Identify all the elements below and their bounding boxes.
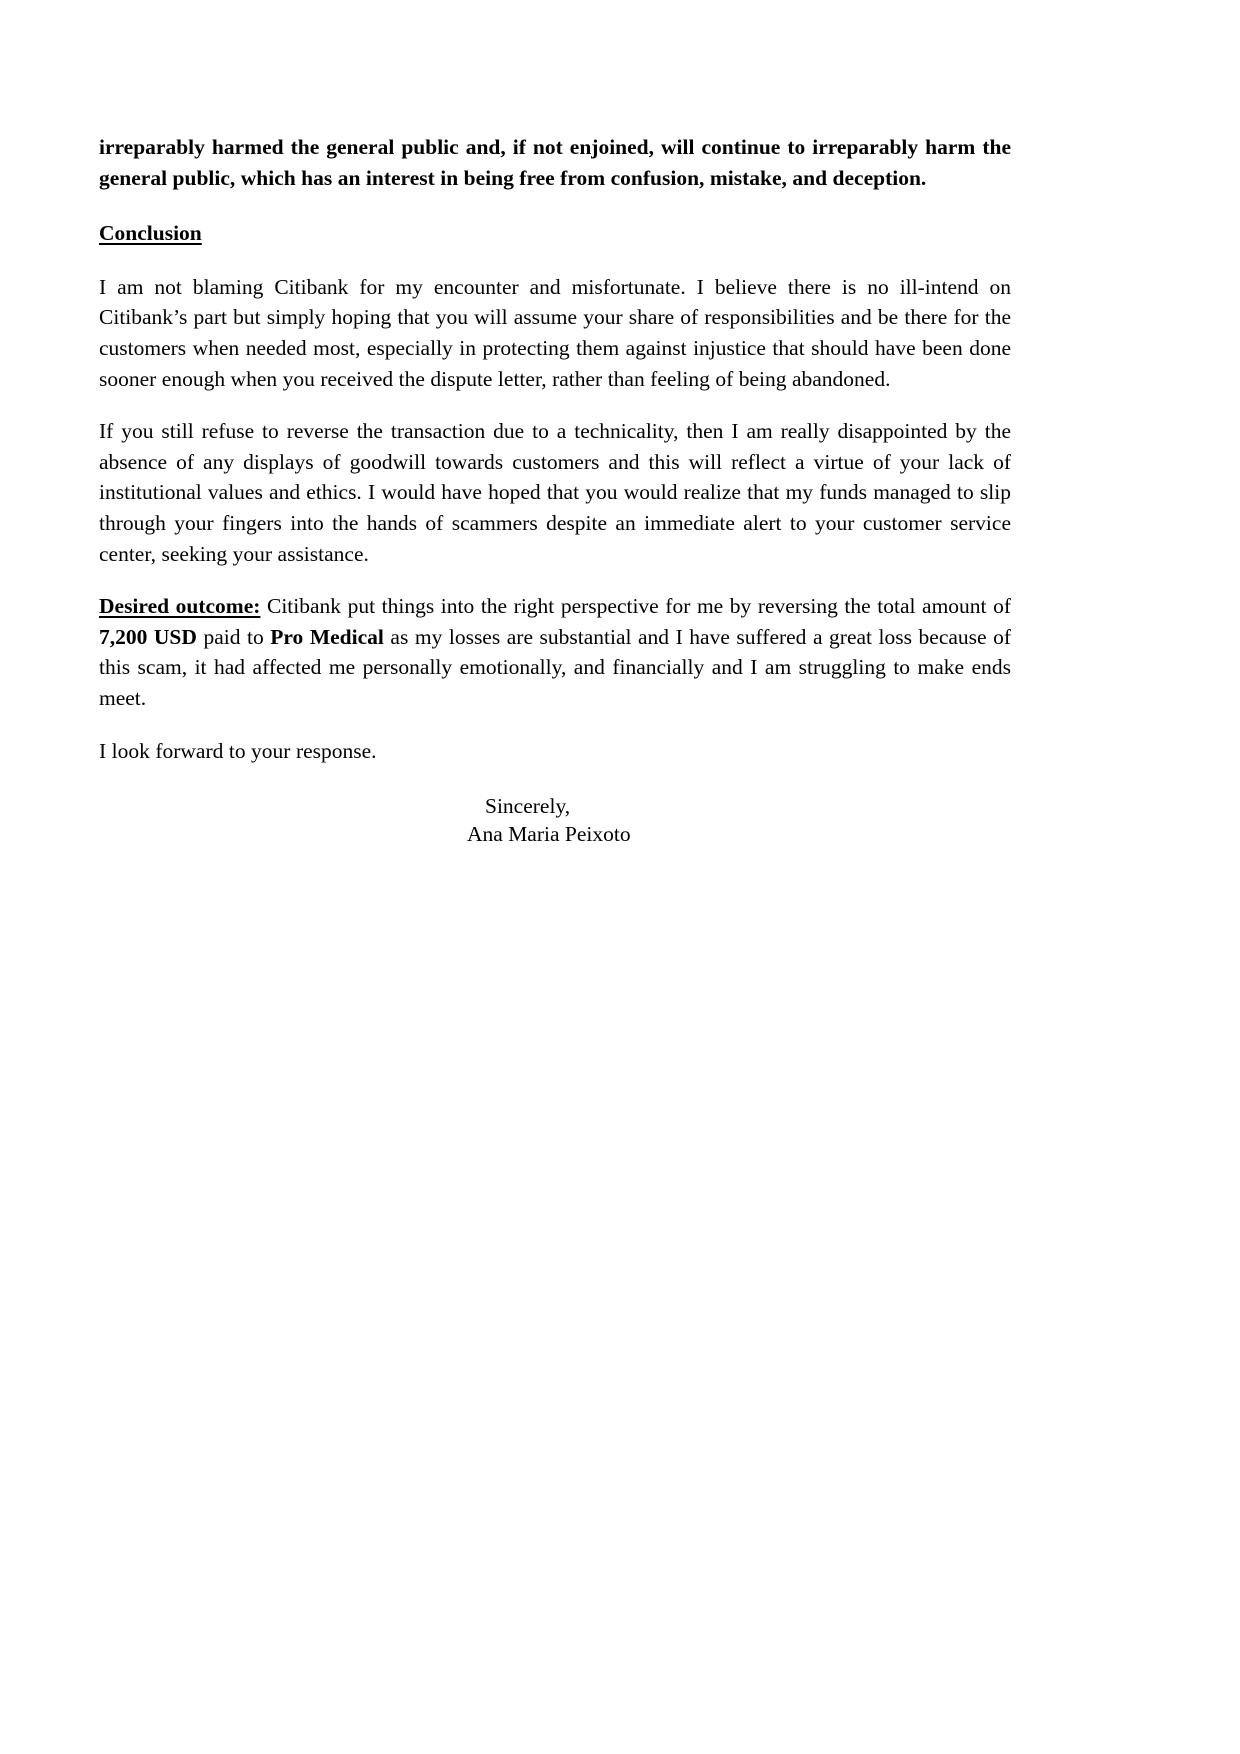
signature-closing: Sincerely,: [485, 794, 571, 819]
document-body: [99, 132, 1011, 848]
paragraph-no-blame: I am not blaming Citibank for my encounter and misfortunate. I believe there is no ill-intend on Citibank’s part but simply hoping that you will assume your share of responsibilities and be there for the customers when needed most, especially in protecting them against injustice that should have been done sooner enough when you received the dispute letter, rather than feeling of being abandoned.: [99, 274, 1011, 391]
section-heading-label: Conclusion: [99, 221, 202, 246]
continued-paragraph: irreparably harmed the general public and, if not enjoined, will continue to irreparably harm the general public, which has an interest in being free from confusion, mistake, and deception.: [99, 135, 1011, 190]
paragraph-refusal-disappointment: If you still refuse to reverse the transaction due to a technicality, then I am really disappointed by the absence of any displays of goodwill towards customers and this will reflect a virtue of your lack of institutional values and ethics. I would have hoped that you would realize that my funds managed to slip through your fingers into the hands of scammers despite an immediate alert to your customer service center, seeking your assistance.: [99, 419, 1011, 566]
paragraph-desired-outcome: [99, 591, 1011, 713]
desired-outcome-text-1: Citibank put things into the right perspective for me by reversing the total amount of: [260, 594, 1012, 619]
desired-outcome-text-3: as my losses are substantial and I have suffered a great loss because of this scam, it had affected me personally emotionally, and financially and I am struggling to make ends meet.: [99, 624, 1012, 710]
desired-outcome-label: Desired outcome:: [99, 594, 261, 619]
paragraph-look-forward: I look forward to your response.: [99, 738, 377, 763]
section-heading-conclusion: [99, 218, 1011, 249]
signature-block: [99, 792, 1011, 848]
desired-outcome-amount: 7,200 USD: [99, 624, 197, 649]
desired-outcome-merchant: Pro Medical: [270, 624, 384, 649]
desired-outcome-text-2: paid to: [196, 624, 271, 649]
signature-name: Ana Maria Peixoto: [467, 822, 631, 847]
